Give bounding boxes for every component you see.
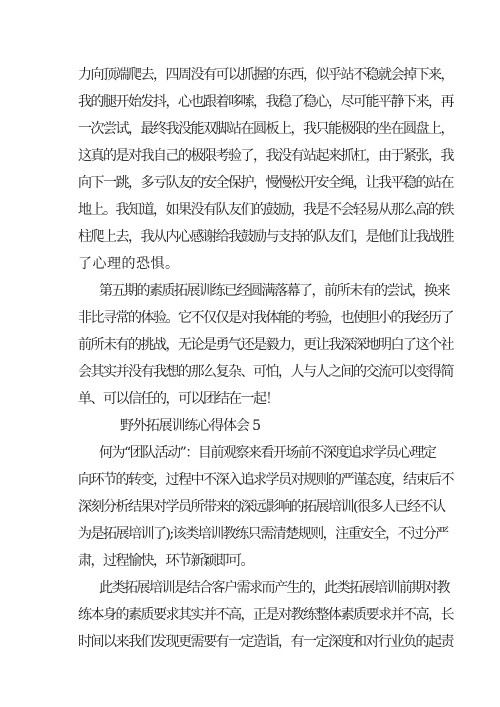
text-line: 单、可以信任的，可以团结在一起！ bbox=[78, 391, 278, 407]
text-line: 向下一跳，多亏队友的安全保护，慢慢松开安全绳，让我平稳的站在 bbox=[78, 175, 453, 191]
text-line: 了心理的恐惧。 bbox=[78, 256, 180, 272]
text-line: 我的腿开始发抖，心也跟着哆嗦，我稳了稳心，尽可能平静下来，再 bbox=[78, 94, 453, 110]
section-heading: 野外拓展训练心得体会 5 bbox=[120, 418, 260, 434]
text-line: 深刻分析结果对学员所带来的深远影响的拓展培训(很多人已经不认 bbox=[78, 499, 445, 515]
text-line: 练本身的素质要求其实并不高，正是对教练整体素质要求并不高，长 bbox=[78, 607, 453, 623]
text-line: 肃，过程愉快，环节新颖即可。 bbox=[78, 553, 253, 569]
text-line: 柱爬上去，我从内心感谢给我鼓励与支持的队友们，是他们让我战胜 bbox=[78, 229, 453, 245]
text-line: 第五期的素质拓展训练已经圆满落幕了，前所未有的尝试，换来 bbox=[99, 283, 449, 299]
text-line: 为是拓展培训了);该类培训教练只需清楚规则，注重安全，不过分严 bbox=[78, 526, 448, 542]
text-line: 会其实并没有我想的那么复杂、可怕，人与人之间的交流可以变得简 bbox=[78, 364, 453, 380]
text-line: 力向顶端爬去，四周没有可以抓握的东西，似乎站不稳就会掉下来， bbox=[78, 67, 453, 83]
text-line: 前所未有的挑战，无论是勇气还是毅力，更让我深深地明白了这个社 bbox=[78, 337, 453, 353]
text-line: 这真的是对我自己的极限考验了，我没有站起来抓杠，由于紧张，我 bbox=[78, 148, 453, 164]
text-line: 地上。我知道，如果没有队友们的鼓励，我是不会轻易从那么高的铁 bbox=[78, 202, 453, 218]
text-line: 一次尝试，最终我没能双脚站在圆板上，我只能极限的坐在圆盘上， bbox=[78, 121, 453, 137]
text-line: 何为“团队活动”：目前观察来看开场前不深度追求学员心理定 bbox=[99, 445, 436, 461]
text-line: 此类拓展培训是结合客户需求而产生的，此类拓展培训前期对教 bbox=[99, 580, 449, 596]
text-line: 时间以来我们发现更需要有一定造诣，有一定深度和对行业负的起责 bbox=[78, 634, 453, 650]
text-line: 向环节的转变，过程中不深入追求学员对规则的严谨态度，结束后不 bbox=[78, 472, 453, 488]
text-line: 非比寻常的体验。它不仅仅是对我体能的考验，也使胆小的我经历了 bbox=[78, 310, 453, 326]
